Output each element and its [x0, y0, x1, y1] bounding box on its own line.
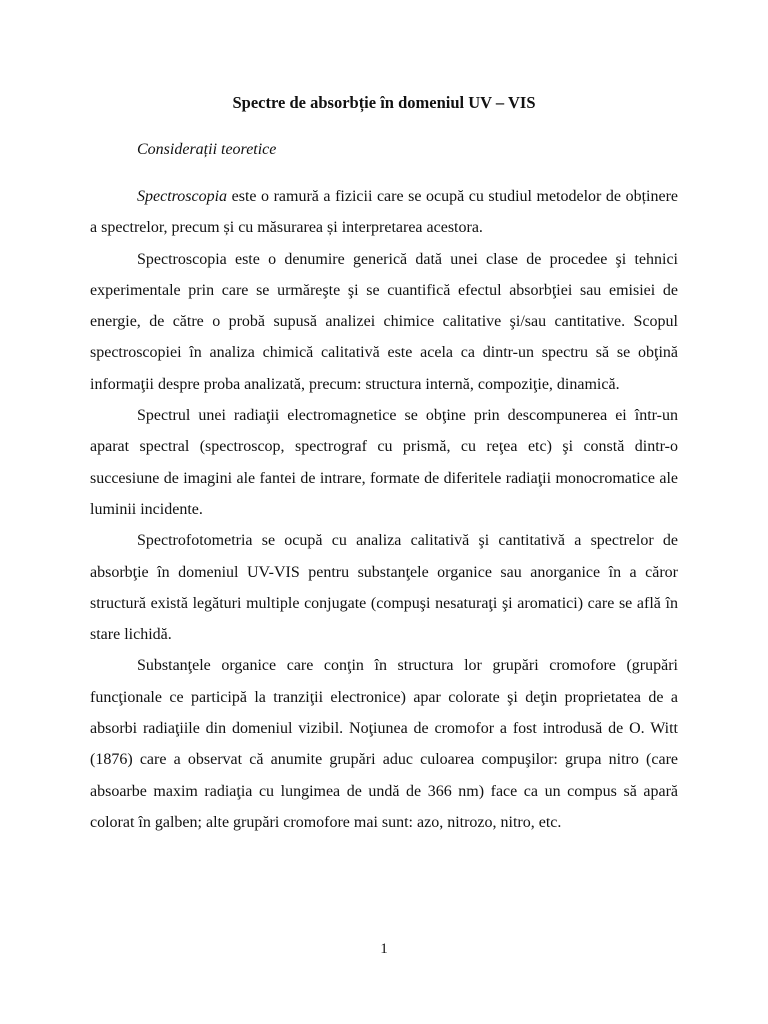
- paragraph-1-text: este o ramură a fizicii care se ocupă cu studiul metodelor de obținere a spectrelor, precum și cu măsurarea și interpretarea acestora.: [90, 188, 678, 237]
- paragraph-3: Spectrul unei radiaţii electromagnetice se obţine prin descompunerea ei într-un aparat spectral (spectroscop, spectrograf cu prismă, cu reţea etc) şi constă dintr-o succesiune de imagini ale fantei de intrare, formate de diferitele radiaţii monocromatice ale luminii incidente.: [90, 407, 678, 518]
- document-title: Spectre de absorbție în domeniul UV – VIS: [232, 93, 536, 112]
- paragraph-1-lead: Spectroscopia: [137, 188, 228, 205]
- paragraph-4: Spectrofotometria se ocupă cu analiza calitativă şi cantitativă a spectrelor de absorbţie în domeniul UV-VIS pentru substanţele organice sau anorganice în a căror structură există legături multiple conjugate (compuşi nesaturaţi şi aromatici) care se află în stare lichidă.: [90, 532, 678, 644]
- page-number: 1: [380, 941, 388, 957]
- paragraph-1: [90, 181, 678, 244]
- paragraph-2: Spectroscopia este o denumire generică dată unei clase de procedee şi tehnici experimentale prin care se urmăreşte şi se cuantifică efectul absorbţiei sau emisiei de energie, de către o probă supusă analizei chimice calitative şi/sau cantitative. Scopul spectroscopiei în analiza chimică calitativă este acela ca dintr-un spectru să se obţină informaţii despre proba analizată, precum: structura internă, compoziţie, dinamică.: [90, 250, 678, 393]
- section-subtitle: Considerații teoretice: [137, 141, 277, 158]
- paragraph-5: Substanţele organice care conţin în structura lor grupări cromofore (grupări funcţionale ce participă la tranziţii electronice) apar colorate şi deţin proprietatea de a absorbi radiaţiile din domeniul vizibil. Noţiunea de cromofor a fost introdusă de O. Witt (1876) care a observat că anumite grupări aduc culoarea compuşilor: grupa nitro (care absoarbe maxim radiaţia cu lungimea de undă de 366 nm) face ca un compus să apară colorat în galben; alte grupări cromofore mai sunt: azo, nitrozo, nitro, etc.: [90, 657, 678, 831]
- body-text: [90, 181, 678, 838]
